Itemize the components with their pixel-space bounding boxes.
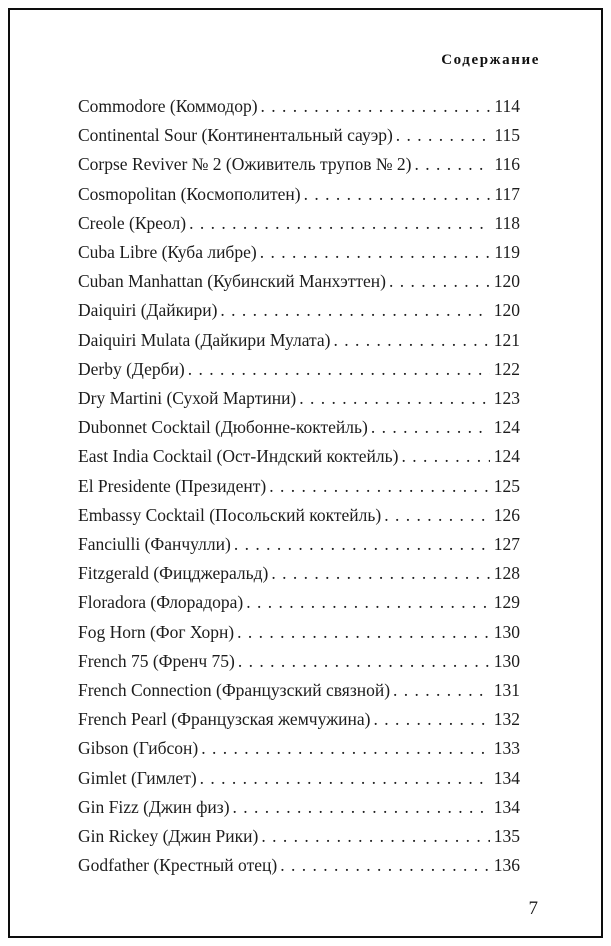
entry-page-number: 126 [493,504,520,525]
toc-entry [78,676,520,705]
toc-entry [78,851,520,880]
entry-page-number: 120 [493,271,520,292]
toc-entry [78,559,520,588]
toc-entry [78,442,520,471]
dot-leader [334,326,490,355]
dot-leader [238,647,490,676]
dot-leader [371,413,490,442]
entry-title: East India Cocktail (Ост-Индский коктейль) [78,446,399,467]
entry-title: Fanciulli (Фанчулли) [78,534,231,555]
entry-title: Floradora (Флорадора) [78,592,244,613]
entry-title: Gibson (Гибсон) [78,738,199,759]
entry-page-number: 116 [494,154,520,175]
entry-page-number: 125 [493,475,520,496]
entry-page-number: 127 [493,534,520,555]
entry-page-number: 134 [493,796,520,817]
entry-page-number: 131 [493,680,520,701]
entry-page-number: 114 [494,96,520,116]
entry-title: Cuban Manhattan (Кубинский Манхэттен) [78,271,386,292]
dot-leader [220,296,489,325]
entry-title: Creole (Креол) [78,212,187,233]
entry-title: Gin Fizz (Джин физ) [78,796,230,817]
dot-leader [260,238,491,267]
page-border-frame [8,8,603,938]
dot-leader [200,764,490,793]
entry-page-number: 135 [493,826,520,847]
entry-title: Dry Martini (Сухой Мартини) [78,388,297,409]
toc-entry [78,618,520,647]
dot-leader [401,442,489,471]
entry-title: Commodore (Коммодор) [78,96,258,116]
entry-title: French Pearl (Французская жемчужина) [78,709,371,730]
entry-page-number: 118 [494,212,520,233]
entry-title: Godfather (Крестный отец) [78,855,278,876]
toc-entry [78,150,520,179]
toc-entry [78,793,520,822]
dot-leader [389,267,490,296]
entry-page-number: 136 [493,855,520,876]
toc-entry [78,296,520,325]
toc-entry [78,209,520,238]
toc-list [10,92,601,880]
entry-title: Embassy Cocktail (Посольский коктейль) [78,504,382,525]
entry-title: Daiquiri (Дайкири) [78,300,218,321]
toc-entry [78,326,520,355]
dot-leader [234,530,490,559]
dot-leader [201,734,490,763]
toc-entry [78,472,520,501]
page-number: 7 [528,898,538,919]
entry-title: Derby (Дерби) [78,358,185,379]
toc-entry [78,238,520,267]
dot-leader [396,121,491,150]
toc-entry [78,121,520,150]
entry-page-number: 124 [493,446,520,467]
dot-leader [393,676,490,705]
toc-entry [78,764,520,793]
dot-leader [188,355,490,384]
toc-entry [78,267,520,296]
dot-leader [237,618,490,647]
entry-page-number: 133 [493,738,520,759]
toc-entry [78,180,520,209]
toc-header: Содержание [441,52,540,68]
entry-title: Corpse Reviver № 2 (Оживитель трупов № 2) [78,154,412,175]
entry-page-number: 123 [493,388,520,409]
dot-leader [271,559,489,588]
entry-page-number: 130 [493,650,520,671]
entry-title: Fog Horn (Фог Хорн) [78,621,235,642]
dot-leader [269,472,490,501]
toc-entry [78,92,520,121]
entry-page-number: 132 [493,709,520,730]
entry-page-number: 117 [494,183,520,204]
dot-leader [304,180,491,209]
entry-title: Fitzgerald (Фицджеральд) [78,563,269,584]
dot-leader [189,209,490,238]
entry-title: Cosmopolitan (Космополитен) [78,183,301,204]
entry-title: Continental Sour (Континентальный сауэр) [78,125,393,146]
entry-page-number: 134 [493,767,520,788]
entry-page-number: 122 [493,358,520,379]
toc-entry [78,355,520,384]
toc-entry [78,384,520,413]
dot-leader [299,384,489,413]
toc-entry [78,530,520,559]
entry-title: Gin Rickey (Джин Рики) [78,826,259,847]
entry-page-number: 130 [493,621,520,642]
dot-leader [261,92,491,121]
entry-title: French 75 (Френч 75) [78,650,235,671]
dot-leader [233,793,490,822]
dot-leader [374,705,490,734]
toc-entry [78,822,520,851]
toc-entry [78,413,520,442]
dot-leader [415,150,491,179]
dot-leader [280,851,490,880]
toc-entry [78,734,520,763]
entry-page-number: 115 [494,125,520,146]
entry-page-number: 121 [493,329,520,350]
entry-page-number: 119 [494,242,520,263]
entry-title: Daiquiri Mulata (Дайкири Мулата) [78,329,331,350]
toc-entry [78,588,520,617]
dot-leader [384,501,490,530]
entry-page-number: 129 [493,592,520,613]
entry-page-number: 124 [493,417,520,438]
toc-entry [78,501,520,530]
entry-title: Dubonnet Cocktail (Дюбонне-коктейль) [78,417,368,438]
entry-title: Cuba Libre (Куба либре) [78,242,257,263]
toc-entry [78,647,520,676]
entry-page-number: 120 [493,300,520,321]
dot-leader [261,822,489,851]
entry-title: French Connection (Французский связной) [78,680,391,701]
entry-title: El Presidente (Президент) [78,475,267,496]
entry-title: Gimlet (Гимлет) [78,767,197,788]
toc-entry [78,705,520,734]
entry-page-number: 128 [493,563,520,584]
dot-leader [246,588,490,617]
